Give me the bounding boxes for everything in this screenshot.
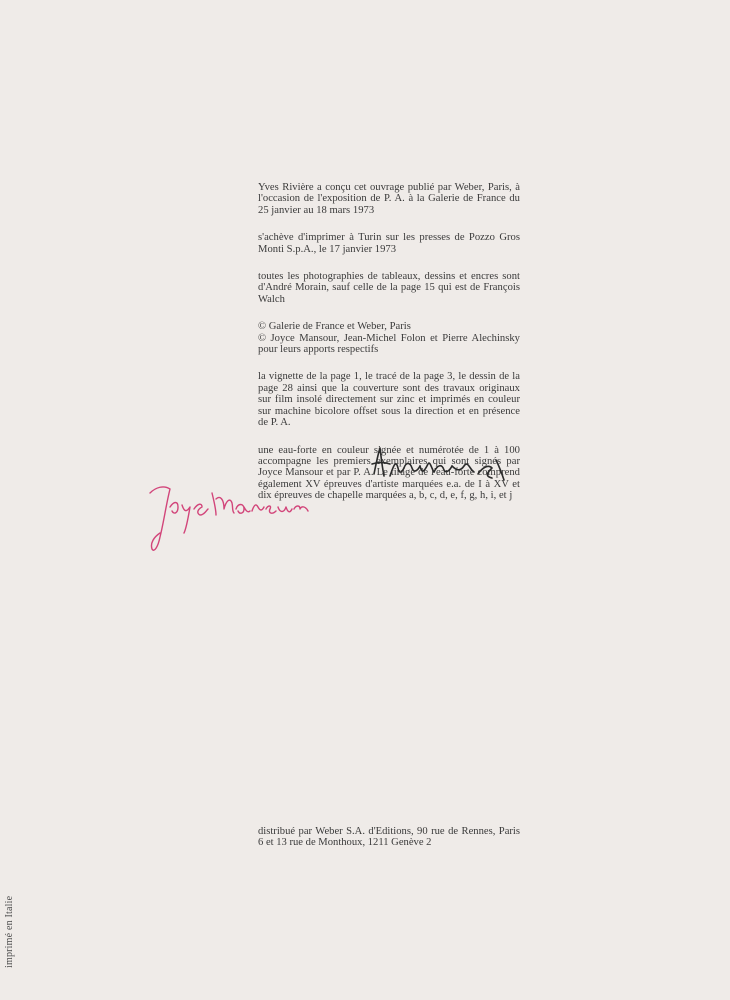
copyright-line-contributors: © Joyce Mansour, Jean-Michel Folon et Pierre Alechinsky pour leurs apports respectifs <box>258 332 520 356</box>
alechinsky-signature-strokes <box>372 448 504 480</box>
printing-paragraph: s'achève d'imprimer à Turin sur les presses de Pozzo Gros Monti S.p.A., le 17 janvier 1973 <box>258 232 520 255</box>
printed-in-italy-note: imprimé en Italie <box>4 895 15 968</box>
original-works-paragraph: la vignette de la page 1, le tracé de la page 3, le dessin de la page 28 ainsi que la couverture sont des travaux originaux sur film insolé directement sur zinc et imprimés en couleur sur machine bicolore offset sous la direction et en présence de P. A. <box>258 371 520 429</box>
distribution-address: distribué par Weber S.A. d'Editions, 90 rue de Rennes, Paris 6 et 13 rue de Monthoux, 1211 Genève 2 <box>258 826 520 849</box>
mansour-signature <box>140 475 320 570</box>
design-credit-paragraph: Yves Rivière a conçu cet ouvrage publié par Weber, Paris, à l'occasion de l'exposition de P. A. à la Galerie de France du 25 janvier au 18 mars 1973 <box>258 182 520 216</box>
copyright-line-publisher: © Galerie de France et Weber, Paris <box>258 321 411 333</box>
etching-edition-paragraph: une eau-forte en couleur signée et numérotée de 1 à 100 accompagne les premiers exemplaires qui sont signés par Joyce Mansour et par P. A. Le tirage de l'eau-forte comprend également XV épreuves d'artiste marquées e.a. de I à XV et dix épreuves de chapelle marquées a, b, c, d, e, f, g, h, i, et j <box>258 444 520 502</box>
mansour-signature-strokes <box>150 487 308 550</box>
photography-credit-paragraph: toutes les photographies de tableaux, dessins et encres sont d'André Morain, sauf celle de la page 15 qui est de François Walch <box>258 271 520 305</box>
alechinsky-signature <box>366 440 526 488</box>
